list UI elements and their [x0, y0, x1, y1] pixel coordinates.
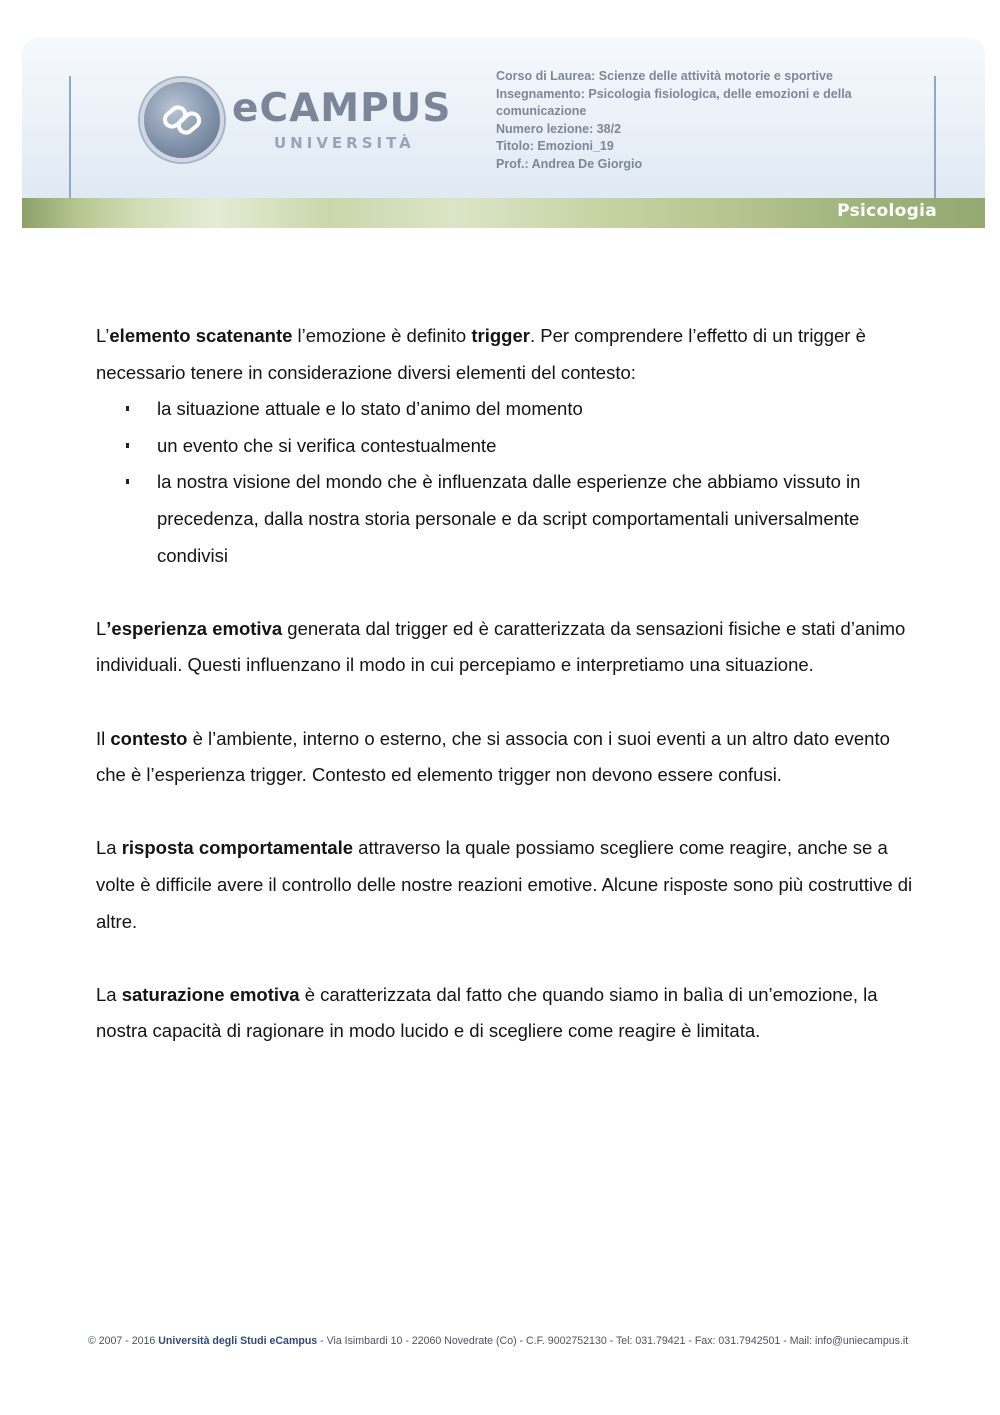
- text-run: . Per comprendere l’effetto di un trigger è necessario tenere in considerazione diversi elementi del contesto:: [96, 325, 866, 383]
- list-item-text: la situazione attuale e lo stato d’animo del momento: [157, 398, 583, 420]
- header-band: [22, 198, 985, 228]
- course-subject-cont: comunicazione: [496, 104, 587, 118]
- footer-university-name: Università degli Studi eCampus: [158, 1335, 318, 1347]
- footer-contact-details: - Via Isimbardi 10 - 22060 Novedrate (Co) - C.F. 9002752130 - Tel: 031.79421 - Fax: 031.7942501 - Mail: info@uniecampus.it: [317, 1335, 909, 1347]
- bullet-icon: [126, 479, 129, 484]
- paragraph-contesto: [96, 721, 916, 794]
- ecampus-logo: [140, 78, 452, 168]
- text-run: è l’ambiente, interno o esterno, che si associa con i suoi eventi a un altro dato evento che è l’esperienza trigger. Contesto ed elemento trigger non devono essere confusi.: [96, 727, 890, 786]
- text-run: l’emozione è definito: [292, 325, 472, 346]
- course-info: [496, 68, 896, 173]
- course-degree: Corso di Laurea: Scienze delle attività motorie e sportive: [496, 69, 833, 83]
- footer-copyright: © 2007 - 2016: [88, 1335, 159, 1347]
- term-trigger: trigger: [471, 325, 530, 346]
- text-run: Il: [96, 727, 111, 749]
- text-run: L’: [96, 325, 110, 346]
- paragraph-trigger: [96, 318, 916, 391]
- bullet-icon: [126, 406, 129, 411]
- chain-link-icon: [140, 78, 224, 162]
- list-item-text: un evento che si verifica contestualmente: [157, 434, 497, 456]
- text-run: attraverso la quale possiamo scegliere come reagire, anche se a volte è difficile avere il controllo delle nostre reazioni emotive. Alcune risposte sono più costruttive di altre.: [96, 837, 913, 932]
- text-run: La: [96, 983, 122, 1005]
- logo-subtitle-text: UNIVERSITÀ: [274, 134, 415, 152]
- text-run: generata dal trigger ed è caratterizzata da sensazioni fisiche e stati d’animo individuali. Questi influenzano il modo in cui percepiamo e interpretiamo una situazione.: [96, 617, 906, 676]
- document-body: [96, 318, 916, 1050]
- paragraph-saturazione-emotiva: [96, 977, 916, 1050]
- text-run: La: [96, 837, 122, 859]
- list-item: [96, 428, 916, 465]
- text-run: è caratterizzata dal fatto che quando siamo in balìa di un’emozione, la nostra capacità di ragionare in modo lucido e di scegliere come reagire è limitata.: [96, 983, 878, 1042]
- page-header: [22, 38, 985, 228]
- term-elemento-scatenante: elemento scatenante: [109, 325, 293, 346]
- list-item: [96, 391, 916, 428]
- term-contesto: contesto: [110, 727, 188, 749]
- logo-brand-text: eCAMPUS: [232, 86, 452, 131]
- text-run: L: [96, 617, 107, 639]
- section-label: Psicologia: [837, 201, 937, 221]
- bullet-icon: [126, 443, 129, 448]
- term-saturazione-emotiva: saturazione emotiva: [121, 983, 300, 1005]
- course-subject: Insegnamento: Psicologia fisiologica, delle emozioni e della: [496, 86, 852, 101]
- paragraph-risposta-comportamentale: [96, 830, 916, 940]
- professor-name: Prof.: Andrea De Giorgio: [496, 156, 643, 171]
- header-divider-left: [69, 76, 71, 198]
- lesson-number: Numero lezione: 38/2: [496, 121, 622, 136]
- paragraph-esperienza-emotiva: [96, 611, 916, 684]
- list-item-text: la nostra visione del mondo che è influenzata dalle esperienze che abbiamo vissuto in precedenza, dalla nostra storia personale e da script comportamentali universalmente condivisi: [157, 471, 861, 566]
- list-item: [96, 464, 916, 574]
- page-footer: [88, 1335, 918, 1347]
- lesson-title: Titolo: Emozioni_19: [496, 139, 614, 153]
- term-risposta-comportamentale: risposta comportamentale: [121, 837, 354, 859]
- context-elements-list: [96, 391, 916, 574]
- header-divider-right: [934, 76, 936, 198]
- term-esperienza-emotiva: ’esperienza emotiva: [106, 617, 283, 639]
